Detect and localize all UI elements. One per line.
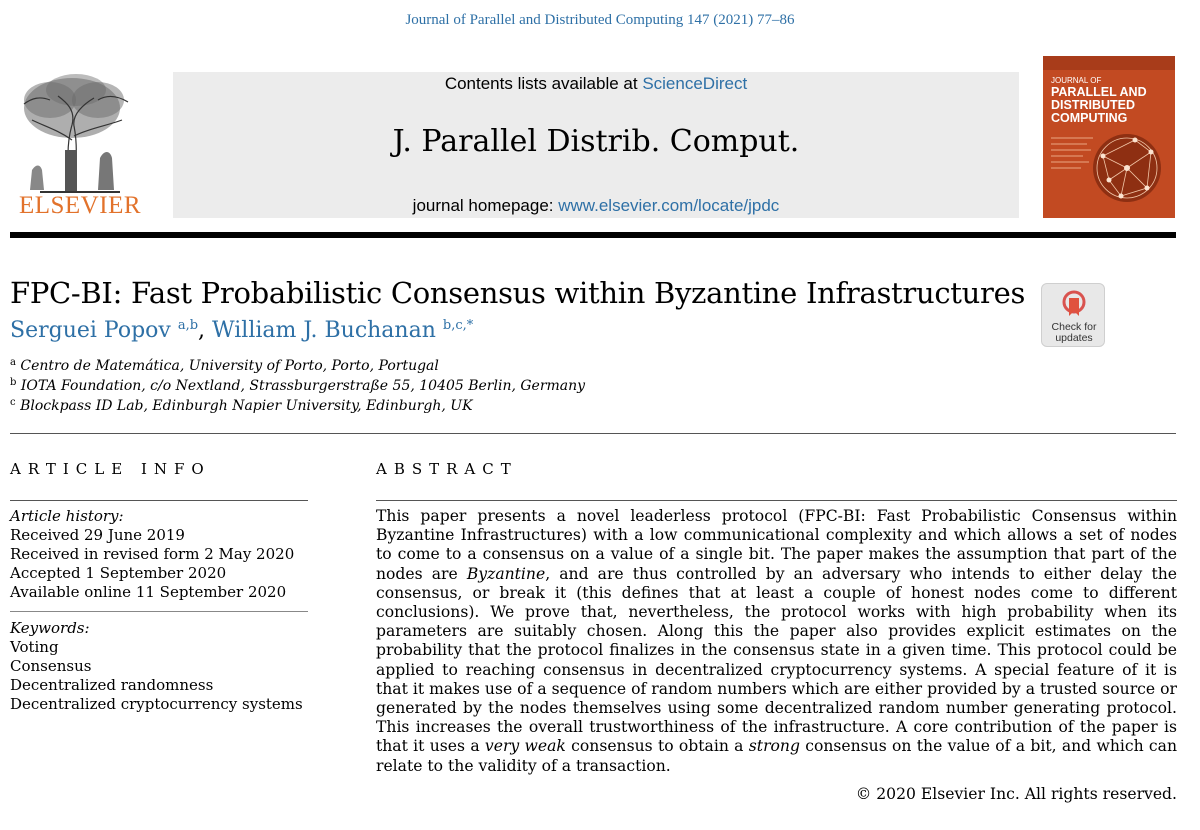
affiliation-mark: b	[10, 377, 17, 388]
abstract-text: This paper presents a novel leaderless protocol (FPC-BI: Fast Probabilistic Consensus within Byzantine Infrastructures) with a low communicational complexity and which allows a set of nodes to come to a consensus on a value of a single bit. The paper makes the assumption that part of the nodes are	[376, 507, 1177, 583]
cover-title-line: PARALLEL AND	[1051, 85, 1147, 99]
check-for-updates-label: Check for updates	[1051, 321, 1097, 344]
abstract-divider	[376, 500, 1177, 501]
journal-header	[10, 56, 1176, 222]
abstract-text: consensus to obtain a	[565, 737, 749, 756]
abstract-heading: ABSTRACT	[376, 460, 518, 478]
check-for-updates-button[interactable]	[1041, 283, 1105, 347]
keywords-divider	[10, 611, 308, 612]
keywords-label: Keywords:	[10, 619, 90, 637]
keyword[interactable]: Decentralized randomness	[10, 676, 214, 694]
history-label: Article history:	[10, 507, 124, 525]
abstract-text: , and are thus controlled by an adversary who intends to either delay the consensus, or break it (this defines that at least a couple of honest nodes come to different conclusions). We prove that, nevertheless, the protocol works with high probability when its parameters are suitably chosen. Along this the paper also provides explicit estimates on the probability that the protocol finalizes in the consensus state in a given time. This protocol could be applied to reaching consensus in decentralized cryptocurrency systems. A special feature of it is that it makes use of a sequence of random numbers which are either provided by a trusted source or generated by the nodes themselves using some decentralized random number generating protocol. This increases the overall trustworthiness of the infrastructure. A core contribution of the paper is that it uses a	[376, 564, 1178, 756]
journal-citation[interactable]: Journal of Parallel and Distributed Computing 147 (2021) 77–86	[405, 12, 795, 28]
elsevier-wordmark: ELSEVIER	[18, 192, 142, 219]
elsevier-tree-icon	[10, 70, 148, 200]
sciencedirect-link[interactable]: ScienceDirect	[642, 74, 748, 93]
cover-title-line: DISTRIBUTED	[1051, 98, 1136, 112]
history-entry: Available online 11 September 2020	[10, 583, 287, 601]
author-affiliation-marks[interactable]: b,c,*	[442, 318, 474, 333]
affiliation-text: Blockpass ID Lab, Edinburgh Napier University, Edinburgh, UK	[20, 398, 473, 414]
article-info-heading: ARTICLE INFO	[10, 460, 211, 478]
abstract-emphasis: strong	[748, 737, 800, 756]
affiliation	[10, 397, 473, 414]
contents-prefix: Contents lists available at	[444, 74, 643, 93]
bookmark-icon	[1062, 290, 1086, 320]
journal-cover[interactable]	[1043, 56, 1175, 218]
journal-abbreviation: J. Parallel Distrib. Comput.	[392, 124, 800, 159]
affiliation-mark: c	[10, 397, 16, 408]
header-divider	[10, 232, 1176, 238]
keyword[interactable]: Consensus	[10, 657, 92, 675]
affiliation-mark: a	[10, 357, 16, 368]
affiliation	[10, 357, 439, 374]
author-name[interactable]: William J. Buchanan	[212, 318, 436, 343]
journal-header-box	[173, 72, 1019, 218]
abstract-body	[376, 507, 1177, 776]
homepage-link[interactable]: www.elsevier.com/locate/jpdc	[558, 196, 780, 215]
author-name[interactable]: Serguei Popov	[10, 318, 171, 343]
homepage-line	[173, 196, 1019, 216]
affiliation-text: Centro de Matemática, University of Porto, Porto, Portugal	[20, 358, 439, 374]
cover-title-line: JOURNAL OF	[1051, 76, 1102, 85]
affiliation	[10, 377, 585, 394]
homepage-prefix: journal homepage:	[412, 196, 559, 215]
history-entry: Received in revised form 2 May 2020	[10, 545, 295, 563]
cover-title-line: COMPUTING	[1051, 111, 1128, 125]
affiliation-text: IOTA Foundation, c/o Nextland, Strassburgerstraße 55, 10405 Berlin, Germany	[20, 378, 586, 394]
history-entry: Accepted 1 September 2020	[10, 564, 227, 582]
author-affiliation-marks[interactable]: a,b	[177, 318, 199, 333]
author-list: Serguei Popov $^{a,b}$, William J. Buchanan $^{b,c,*}$	[10, 318, 474, 343]
keyword[interactable]: Decentralized cryptocurrency systems	[10, 695, 303, 713]
contents-line	[173, 74, 1019, 94]
cover-title	[1051, 76, 1171, 125]
section-divider	[10, 433, 1176, 434]
keyword[interactable]: Voting	[10, 638, 59, 656]
abstract-emphasis: very weak	[484, 737, 566, 756]
article-title: FPC-BI: Fast Probabilistic Consensus within Byzantine Infrastructures	[10, 276, 1026, 310]
abstract-emphasis: Byzantine	[466, 564, 546, 583]
history-entry: Received 29 June 2019	[10, 526, 185, 544]
copyright-notice: © 2020 Elsevier Inc. All rights reserved.	[855, 785, 1177, 803]
abstract-text: consensus on the value of a bit, and which can relate to the validity of a transaction.	[376, 737, 1178, 775]
article-info-divider	[10, 500, 308, 501]
